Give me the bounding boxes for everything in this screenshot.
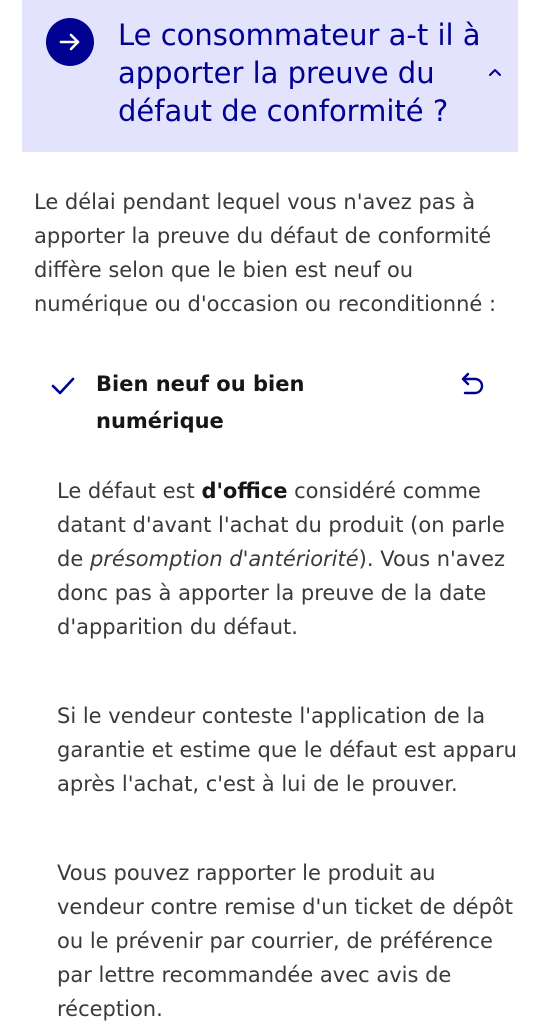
- italic-text: présomption d'antériorité: [89, 547, 359, 571]
- paragraph-return: Vous pouvez rapporter le produit au vendeur contre remise d'un ticket de dépôt ou le prévenir par courrier, de préférence par lettre recommandée avec avis de réception.: [57, 861, 513, 1021]
- paragraph-text: considéré comme datant d'avant l'achat du produit (on parle de: [57, 479, 505, 571]
- paragraph-text: Le défaut est: [57, 479, 202, 503]
- check-icon: [50, 376, 76, 396]
- arrow-right-icon: [46, 18, 94, 66]
- bold-text: d'office: [201, 479, 288, 503]
- accordion-header[interactable]: [22, 0, 518, 152]
- intro-text: Le délai pendant lequel vous n'avez pas à apporter la preuve du défaut de conformité diffère selon que le bien est neuf ou numérique ou d'occasion ou reconditionné :: [34, 190, 497, 316]
- paragraph-presumption: [57, 474, 522, 644]
- paragraph-text: ). Vous n'avez donc pas à apporter la preuve de la date d'apparition du défaut.: [57, 547, 506, 639]
- section-header[interactable]: [48, 366, 498, 440]
- chevron-up-icon[interactable]: [487, 66, 503, 78]
- accordion-title: Le consommateur a-t il à apporter la preuve du défaut de conformité ?: [118, 18, 481, 128]
- undo-icon[interactable]: [456, 370, 486, 400]
- section-title: Bien neuf ou bien numérique: [96, 372, 305, 433]
- paragraph-contest: Si le vendeur conteste l'application de la garantie et estime que le défaut est apparu après l'achat, c'est à lui de le prouver.: [57, 704, 517, 796]
